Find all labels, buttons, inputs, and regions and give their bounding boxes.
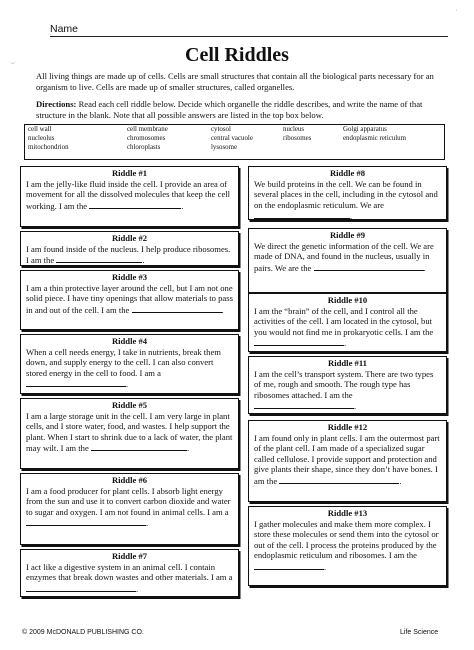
answer-blank[interactable]: [91, 442, 190, 453]
word-bank-item: chromosomes: [127, 135, 166, 142]
riddle-card-13: [248, 506, 447, 586]
answer-blank[interactable]: [26, 583, 139, 594]
riddle-text: I gather molecules and make them more complex. I store these molecules or send them into the cytosol or out of the cell. I process the proteins produced by the endoplasmic reticulum and ribosomes. I am the: [254, 518, 439, 560]
riddle-period: .: [136, 583, 139, 594]
copyright: © 2009 McDONALD PUBLISHING CO.: [22, 629, 144, 636]
riddle-text: I act like a digestive system in an animal cell. I contain enzymes that break down wastes and other materials. I am a: [26, 561, 233, 582]
directions-paragraph: [36, 99, 444, 120]
riddle-text: I am a food producer for plant cells. I absorb light energy from the sun and use it to convert carbon dioxide and water to sugar and oxygen. I am not found in animal cells. I am a: [26, 485, 231, 517]
directions-text: Read each cell riddle below. Decide which organelle the riddle describes, and write the name of that structure in the blank. Note that all possible answers are listed in the top box below.: [36, 99, 423, 120]
riddle-text: We direct the genetic information of the cell. We are made of DNA, and found in the nucleus, usually in pairs. We are the: [254, 240, 434, 273]
answer-blank[interactable]: [254, 210, 353, 220]
word-bank-item: cell wall: [28, 126, 52, 133]
riddle-title: Riddle #10: [327, 295, 368, 305]
riddle-card-5: [20, 398, 239, 469]
riddle-period: .: [399, 475, 402, 486]
riddle-period: .: [221, 304, 224, 315]
answer-blank[interactable]: [254, 561, 327, 572]
answer-blank[interactable]: [89, 200, 184, 211]
riddle-text: I am found inside of the nucleus. I help produce ribosomes. I am the: [26, 243, 231, 265]
word-bank-item: endoplasmic reticulum: [343, 135, 406, 142]
riddle-title: Riddle #12: [327, 422, 368, 432]
riddle-title: Riddle #13: [327, 508, 368, 518]
word-bank-item: chloroplasts: [127, 144, 161, 151]
word-bank-item: cell membrane: [127, 126, 168, 133]
intro-paragraph: All living things are made up of cells. Cells are small structures that contain all the biological parts necessary for an organism to live. Cells are made up of smaller structures, called organelles.: [36, 71, 434, 92]
riddle-title: Riddle #5: [111, 400, 148, 410]
riddle-card-4: [20, 334, 239, 394]
answer-blank[interactable]: [254, 337, 347, 348]
answer-blank[interactable]: [26, 517, 149, 528]
page-title: Cell Riddles: [185, 44, 289, 66]
word-bank-item: central vacuole: [211, 135, 253, 142]
subject-label: Life Science: [400, 629, 439, 636]
answer-blank[interactable]: [314, 262, 424, 271]
riddle-title: Riddle #11: [328, 358, 367, 368]
name-line[interactable]: [50, 20, 448, 37]
riddle-card-1: [20, 166, 239, 227]
riddle-card-10: [248, 293, 447, 352]
riddle-title: Riddle #8: [329, 168, 366, 178]
riddle-period: .: [146, 518, 149, 528]
answer-blank[interactable]: [132, 304, 222, 313]
riddle-period: .: [350, 211, 353, 220]
word-bank-item: nucleolus: [28, 135, 55, 142]
answer-blank[interactable]: [26, 378, 129, 389]
answer-blank[interactable]: [254, 400, 357, 411]
riddle-title: Riddle #6: [111, 475, 148, 485]
name-label: Name: [50, 23, 79, 35]
word-bank-item: mitochondrion: [28, 144, 69, 151]
riddle-title: Riddle #4: [111, 336, 148, 346]
riddle-card-12: [248, 420, 447, 502]
riddle-card-2: [20, 231, 239, 266]
riddle-card-7: [20, 549, 239, 597]
riddle-title: Riddle #7: [111, 551, 148, 561]
riddle-text: I am a thin protective layer around the cell, but I am not one solid piece. I have tiny openings that allow materials to pass in and out of the cell. I am the: [26, 282, 233, 315]
riddle-card-11: [248, 356, 447, 414]
riddle-card-6: [20, 473, 239, 545]
riddle-period: .: [142, 255, 145, 265]
directions-label: Directions:: [36, 99, 77, 109]
word-bank-item: ribosomes: [283, 135, 312, 142]
riddle-text: We build proteins in the cell. We can be found in several places in the cell, including in the cytosol and on the endoplasmic reticulum. We are: [254, 178, 438, 210]
riddle-text: I am the cell’s transport system. There are two types of me, rough and smooth. The rough type has ribosomes attached. I am the: [254, 368, 434, 400]
riddle-period: .: [423, 262, 426, 273]
word-bank-item: Golgi apparatus: [343, 126, 387, 133]
riddle-text: I am a large storage unit in the cell. I am very large in plant cells, and I store water, food, and wastes. I help support the plant. When I start to shrink due to a lack of water, the plant may wilt. I am the: [26, 410, 233, 453]
margin-mark: ⌣: [10, 58, 16, 67]
word-bank-item: nucleus: [283, 126, 305, 133]
word-bank-item: cytosol: [211, 126, 231, 133]
riddle-period: .: [324, 561, 327, 572]
answer-blank[interactable]: [56, 254, 145, 265]
riddle-card-8: [248, 166, 447, 220]
riddle-period: .: [344, 338, 347, 348]
riddle-period: .: [126, 379, 129, 389]
riddle-text: I am the “brain” of the cell, and I control all the activities of the cell. I am located in the cytosol, but you would not find me in prokaryotic cells. I am the: [254, 305, 434, 337]
riddle-period: .: [354, 401, 357, 411]
word-bank-item: lysosome: [211, 144, 238, 151]
riddle-text: I am the jelly-like fluid inside the cell. I provide an area of movement for all the dissolved molecules that keep the cell working. I am the: [26, 178, 231, 211]
riddle-card-3: [20, 270, 239, 330]
answer-blank[interactable]: [279, 475, 402, 486]
riddle-period: .: [181, 200, 184, 211]
riddle-title: Riddle #1: [111, 168, 148, 178]
riddle-title: Riddle #2: [111, 233, 148, 243]
corner-mark: ·: [455, 6, 458, 15]
riddle-title: Riddle #3: [111, 272, 148, 282]
word-bank: [24, 124, 445, 160]
riddle-title: Riddle #9: [329, 230, 366, 240]
riddle-text: When a cell needs energy, I take in nutrients, break them down, and supply energy to the cell. I can also convert stored energy in the cell to food. I am a: [26, 346, 221, 378]
riddle-period: .: [186, 443, 190, 453]
riddle-text: I am found only in plant cells. I am the outermost part of the plant cell. I am made of a specialized sugar called cellulose. I provide support and protection and give plants their shape, since they don’t have bones. I am the: [254, 432, 440, 486]
riddle-card-9: [248, 228, 447, 293]
